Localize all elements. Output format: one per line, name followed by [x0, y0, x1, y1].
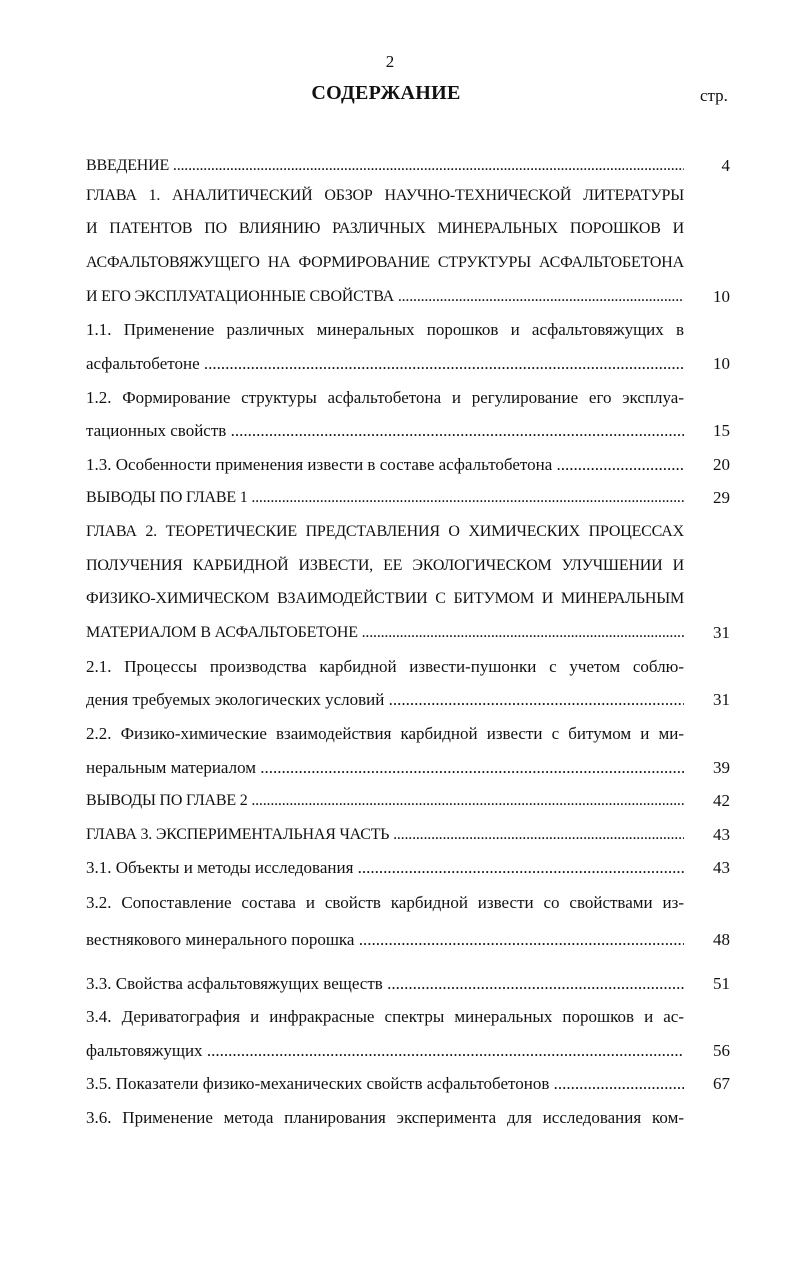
toc-page-number: 29 — [713, 488, 730, 507]
toc-line — [86, 449, 738, 481]
toc-page-number: 10 — [713, 287, 730, 306]
toc-line — [86, 617, 738, 649]
toc-entry-text: 3.6. Применение метода планирования эксперимента для исследования ком- — [86, 1108, 684, 1127]
toc-entry-text: ГЛАВА 2. ТЕОРЕТИЧЕСКИЕ ПРЕДСТАВЛЕНИЯ О ХИМИЧЕСКИХ ПРОЦЕССАХ — [86, 523, 684, 540]
toc-page-number: 31 — [713, 623, 730, 642]
toc-entry-text: ГЛАВА 3. ЭКСПЕРИМЕНТАЛЬНАЯ ЧАСТЬ ..... — [86, 819, 684, 851]
toc-entry-text: 3.4. Дериватография и инфракрасные спектры минеральных порошков и ас- — [86, 1007, 684, 1026]
toc-page-number: 48 — [713, 930, 730, 949]
toc-entry-text: асфальтобетоне ..... — [86, 348, 684, 380]
toc-entry-text: тационных свойств ..... — [86, 415, 684, 447]
toc-line — [86, 852, 738, 884]
toc-line — [86, 482, 738, 514]
toc-entry-text: 1.1. Применение различных минеральных порошков и асфальтовяжущих в — [86, 320, 684, 339]
toc-line — [86, 150, 738, 182]
toc-entry-text: И ПАТЕНТОВ ПО ВЛИЯНИЮ РАЗЛИЧНЫХ МИНЕРАЛЬНЫХ ПОРОШКОВ И — [86, 220, 684, 237]
toc-page-number: 15 — [713, 421, 730, 440]
toc-entry-text: ПОЛУЧЕНИЯ КАРБИДНОЙ ИЗВЕСТИ, ЕЕ ЭКОЛОГИЧЕСКОМ УЛУЧШЕНИИ И — [86, 557, 684, 574]
toc-line — [86, 180, 738, 212]
toc-page-number: 51 — [713, 974, 730, 993]
toc-line — [86, 348, 738, 380]
toc-line — [86, 752, 738, 784]
toc-entry-text: И ЕГО ЭКСПЛУАТАЦИОННЫЕ СВОЙСТВА ..... — [86, 281, 684, 313]
toc-entry-text: дения требуемых экологических условий ..... — [86, 684, 684, 716]
toc-entry-text: АСФАЛЬТОВЯЖУЩЕГО НА ФОРМИРОВАНИЕ СТРУКТУРЫ АСФАЛЬТОБЕТОНА — [86, 254, 684, 271]
toc-entry-text: неральным материалом ..... — [86, 752, 684, 784]
toc-line — [86, 314, 738, 346]
toc-entry-text: 3.5. Показатели физико-механических свойств асфальтобетонов ..... — [86, 1068, 684, 1100]
toc-entry-text: 1.3. Особенности применения извести в составе асфальтобетона ..... — [86, 449, 684, 481]
toc-page-number: 20 — [713, 455, 730, 474]
toc-entry-text: 3.1. Объекты и методы исследования ..... — [86, 852, 684, 884]
toc-entry-text: МАТЕРИАЛОМ В АСФАЛЬТОБЕТОНЕ ..... — [86, 617, 684, 649]
toc-line — [86, 968, 738, 1000]
toc-entry-text: ВЫВОДЫ ПО ГЛАВЕ 2 ..... — [86, 785, 684, 817]
toc-page-number: 43 — [713, 825, 730, 844]
toc-line — [86, 516, 738, 548]
toc-entry-text: 3.3. Свойства асфальтовяжущих веществ ..... — [86, 968, 684, 1000]
toc-page-number: 10 — [713, 354, 730, 373]
toc-line — [86, 382, 738, 414]
toc-entry-text: фальтовяжущих ..... — [86, 1035, 684, 1067]
toc-page-number: 31 — [713, 690, 730, 709]
toc-entry-text: 3.2. Сопоставление состава и свойств карбидной извести со свойствами из- — [86, 893, 684, 912]
toc-page-number: 67 — [713, 1074, 730, 1093]
toc-line — [86, 583, 738, 615]
toc-line — [86, 924, 738, 956]
toc-entry-text: 2.1. Процессы производства карбидной извести-пушонки с учетом соблю- — [86, 657, 684, 676]
toc-line — [86, 1035, 738, 1067]
toc-page-number: 43 — [713, 858, 730, 877]
toc-line — [86, 887, 738, 919]
toc-page-number: 42 — [713, 791, 730, 810]
toc-page-number: 56 — [713, 1041, 730, 1060]
toc-line — [86, 1001, 738, 1033]
toc-line — [86, 550, 738, 582]
toc-line — [86, 819, 738, 851]
toc-line — [86, 247, 738, 279]
toc-entry-text: ГЛАВА 1. АНАЛИТИЧЕСКИЙ ОБЗОР НАУЧНО-ТЕХНИЧЕСКОЙ ЛИТЕРАТУРЫ — [86, 187, 684, 204]
toc-entry-text: ВВЕДЕНИЕ ..... — [86, 150, 684, 182]
toc-line — [86, 415, 738, 447]
toc-line — [86, 281, 738, 313]
toc-entry-text: ФИЗИКО-ХИМИЧЕСКОМ ВЗАИМОДЕЙСТВИИ С БИТУМОМ И МИНЕРАЛЬНЫМ — [86, 590, 684, 607]
toc-line — [86, 684, 738, 716]
page-title: СОДЕРЖАНИЕ — [311, 82, 461, 104]
toc-page-number: 39 — [713, 758, 730, 777]
toc-line — [86, 785, 738, 817]
toc-entry-text: 2.2. Физико-химические взаимодействия карбидной извести с битумом и ми- — [86, 724, 684, 743]
toc-page-number: 4 — [721, 156, 730, 175]
toc-line — [86, 1102, 738, 1134]
toc-line — [86, 651, 738, 683]
toc-entry-text: вестнякового минерального порошка ..... — [86, 924, 684, 956]
toc-line — [86, 1068, 738, 1100]
page-number: 2 — [385, 52, 395, 71]
toc-entry-text: ВЫВОДЫ ПО ГЛАВЕ 1 ..... — [86, 482, 684, 514]
toc-entry-text: 1.2. Формирование структуры асфальтобетона и регулирование его эксплуа- — [86, 388, 684, 407]
toc-line — [86, 718, 738, 750]
toc-line — [86, 213, 738, 245]
page-column-header: стр. — [700, 86, 728, 105]
